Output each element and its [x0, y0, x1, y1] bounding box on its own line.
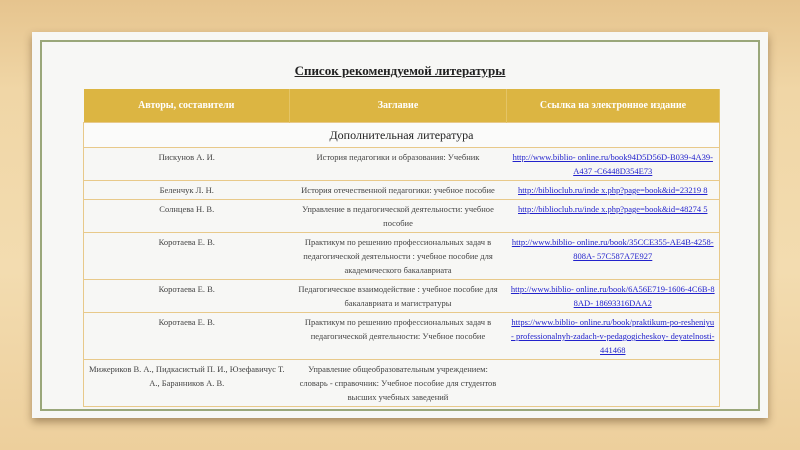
table-row — [84, 280, 720, 313]
row-link[interactable]: http://biblioclub.ru/inde x.php?page=book&id=48274 5 — [518, 204, 708, 214]
table-row — [84, 360, 720, 407]
row-authors: Мижериков В. А., Пидкасистый П. И., Юзефавичус Т. А., Баранников А. В. — [84, 360, 290, 407]
row-authors: Пискунов А. И. — [84, 148, 290, 181]
literature-table — [83, 89, 720, 407]
table-row — [84, 313, 720, 360]
row-title: Практикум по решению профессиональных задач в педагогической деятельности: Учебное пособие — [290, 313, 507, 360]
row-authors: Солнцева Н. В. — [84, 200, 290, 233]
row-link-cell — [507, 313, 720, 360]
table-header-row — [84, 89, 720, 123]
row-link-cell — [507, 148, 720, 181]
header-link: Ссылка на электронное издание — [507, 89, 720, 123]
row-link-cell — [507, 200, 720, 233]
row-title: История педагогики и образования: Учебник — [290, 148, 507, 181]
table-row — [84, 181, 720, 200]
row-authors: Беленчук Л. Н. — [84, 181, 290, 200]
row-title: Практикум по решению профессиональных задач в педагогической деятельности : учебное пособие для академического бакалавриата — [290, 233, 507, 280]
row-authors: Коротаева Е. В. — [84, 233, 290, 280]
section-title: Дополнительная литература — [84, 123, 720, 148]
row-title: Педагогическое взаимодействие : учебное пособие для бакалавриата и магистратуры — [290, 280, 507, 313]
row-authors: Коротаева Е. В. — [84, 313, 290, 360]
row-link[interactable]: http://www.biblio- online.ru/book/35CCE355-AE4B-4258-808A- 57C587A7E927 — [511, 237, 714, 261]
row-link[interactable]: http://www.biblio- online.ru/book/6A56E719-1606-4C6B-88AD- 18693316DAA2 — [510, 284, 715, 308]
section-row — [84, 123, 720, 148]
row-link[interactable]: http://biblioclub.ru/inde x.php?page=book&id=23219 8 — [518, 185, 708, 195]
table-row — [84, 200, 720, 233]
row-link-cell — [507, 181, 720, 200]
row-link-cell — [507, 280, 720, 313]
table-row — [84, 233, 720, 280]
table-row — [84, 148, 720, 181]
row-authors: Коротаева Е. В. — [84, 280, 290, 313]
row-title: Управление в педагогической деятельности: учебное пособие — [290, 200, 507, 233]
page-title: Список рекомендуемой литературы — [294, 63, 506, 78]
row-title: История отечественной педагогики: учебное пособие — [290, 181, 507, 200]
row-link-cell — [507, 360, 720, 407]
row-link[interactable]: http://www.biblio- online.ru/book94D5D56D-B039-4A39-A437 -C6448D354E73 — [512, 152, 713, 176]
header-title: Заглавие — [290, 89, 507, 123]
header-authors: Авторы, составители — [84, 89, 290, 123]
row-title: Управление общеобразовательным учреждением: словарь - справочник: Учебное пособие для студентов высших учебных заведений — [290, 360, 507, 407]
row-link-cell — [507, 233, 720, 280]
row-link[interactable]: https://www.biblio- online.ru/book/praktikum-po-resheniyu- professionalnyh-zadach-v-pedagogicheskoy- deyatelnosti-441468 — [511, 317, 715, 355]
